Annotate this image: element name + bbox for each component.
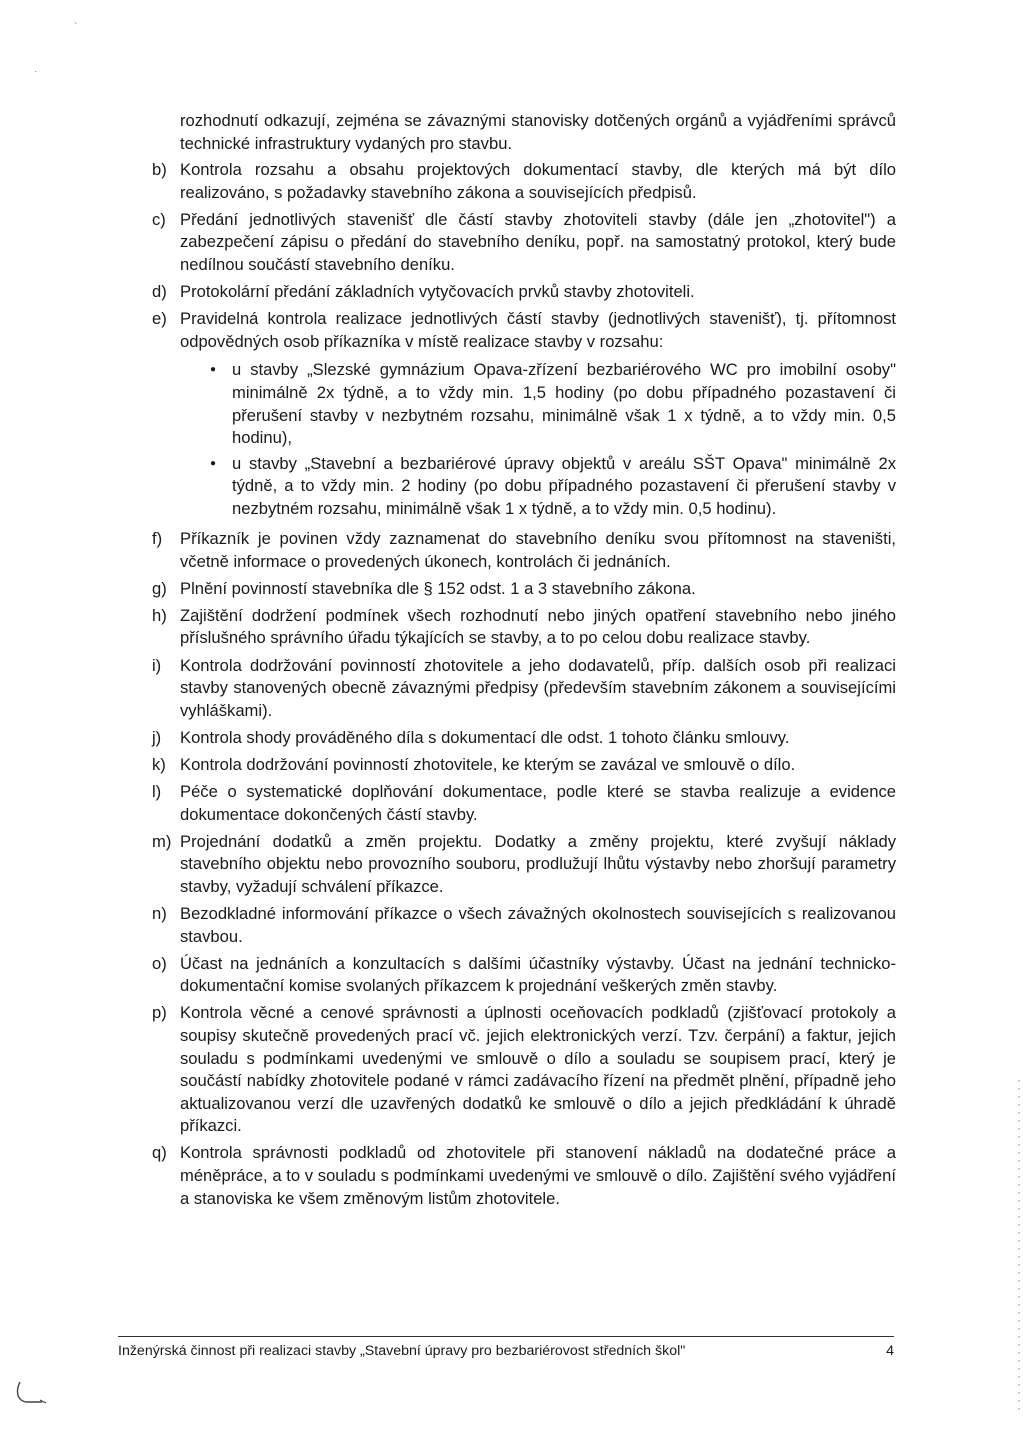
list-item-p [152,1002,896,1138]
page-footer [118,1336,894,1360]
bullet-list [180,359,896,520]
item-label: i) [152,655,162,675]
item-text: Kontrola dodržování povinností zhotovitele a jeho dodavatelů, příp. dalších osob při realizaci stavby stanovených obecně závaznými předpisy (především stavebním zákonem a souvisejícími vyhláškami). [180,655,896,720]
list-item-c [152,209,896,277]
list-item-d [152,281,896,304]
item-text: Předání jednotlivých stavenišť dle částí stavby zhotoviteli stavby (dále jen „zhotovitel") a zabezpečení zápisu o předání do stavebního deníku, popř. na samostatný protokol, který bude nedílnou součástí stavebního deníku. [180,209,896,275]
list-item-n [152,903,896,948]
bullet-icon: ● [210,364,217,376]
list-item-f [152,528,896,573]
item-text: Plnění povinností stavebníka dle § 152 odst. 1 a 3 stavebního zákona. [180,578,696,598]
item-text: Kontrola věcné a cenové správnosti a úplnosti oceňovacích podkladů (zjišťovací protokoly a soupisy skutečně provedených prací vč. jejich elektronických verzí. Tzv. čerpání) a faktur, jejich souladu s podmínkami uvedenými ve smlouvě o dílo a souladu se soupisem prací, který je součástí nabídky zhotovitele podané v rámci zadávacího řízení na předmět plnění, případně jeho aktualizovanou verzí dle uzavřených dodatků ke smlouvě o dílo a jejich předkládání k úhradě příkazci. [180,1003,896,1136]
bullet-item [180,453,896,521]
list-item-h [152,605,896,650]
bullet-text: u stavby „Slezské gymnázium Opava-zřízení bezbariérového WC pro imobilní osoby" minimálně 2x týdně, a to vždy min. 1,5 hodiny (po dobu případného pozastavení či přerušení stavby v nezbytném rozsahu, minimálně však 1 x týdně, a to vždy min. 0,5 hodinu), [232,360,896,448]
page-number: 4 [886,1343,894,1359]
item-label: o) [152,953,167,973]
list-item-g [152,578,896,601]
item-text: Bezodkladné informování příkazce o všech závažných okolnostech souvisejících s realizovanou stavbou. [180,904,896,946]
item-label: c) [152,209,166,229]
intro-paragraph: rozhodnutí odkazují, zejména se závaznými stanovisky dotčených orgánů a vyjádřeními správců technické infrastruktury vydaných pro stavbu. [180,111,896,153]
item-text: Zajištění dodržení podmínek všech rozhodnutí nebo jiných opatření stavebního nebo jiného příslušného správního úřadu týkajících se stavby, a to po celou dobu realizace stavby. [180,605,896,648]
item-label: b) [152,160,167,180]
item-label: p) [152,1003,167,1023]
item-text: Kontrola dodržování povinností zhotovitele, ke kterým se zavázal ve smlouvě o dílo. [180,754,796,774]
item-text: Projednání dodatků a změn projektu. Dodatky a změny projektu, které zvyšují náklady stavebního objektu nebo provozního souboru, prodlužují lhůtu výstavby nebo zhoršují parametry stavby, vyžadují schválení příkazce. [180,831,896,896]
item-body [180,308,896,523]
bullet-item [180,359,896,449]
item-label: d) [152,282,167,302]
item-label: e) [152,309,167,329]
item-label: n) [152,904,167,923]
item-text: Kontrola rozsahu a obsahu projektových dokumentací stavby, dle kterých má být dílo realizováno, s požadavky stavebního zákona a souvisejících předpisů. [180,160,896,202]
list-item-i [152,655,896,723]
list-item-q [152,1142,896,1210]
scan-edge-artifact [1016,1080,1022,1410]
item-label: j) [152,727,162,747]
item-label: f) [152,529,163,549]
document-body [152,110,896,1215]
item-text: Kontrola shody prováděného díla s dokumentací dle odst. 1 tohoto článku smlouvy. [180,727,790,747]
item-label: q) [152,1143,167,1163]
scan-speck: · [34,66,38,77]
list-item-b [152,159,896,204]
list-item-l [152,781,896,826]
list-item-o [152,953,896,998]
list-item-m [152,831,896,899]
list-item-j [152,727,896,750]
item-text: Pravidelná kontrola realizace jednotlivých částí stavby (jednotlivých stavenišť), tj. přítomnost odpovědných osob příkazníka v místě realizace stavby v rozsahu: [180,309,896,351]
item-label: h) [152,605,167,625]
bullet-text: u stavby „Stavební a bezbariérové úpravy objektů v areálu SŠT Opava" minimálně 2x týdně, a to vždy min. 2 hodiny (po dobu případného pozastavení či přerušení stavby v nezbytném rozsahu, minimálně však 1 x týdně, a to vždy min. 0,5 hodinu). [232,453,896,518]
list-item-e [152,308,896,523]
item-text: Péče o systematické doplňování dokumentace, podle které se stavba realizuje a evidence dokumentace dokončených částí stavby. [180,782,896,824]
item-text: Kontrola správnosti podkladů od zhotovitele při stanovení nákladů na dodatečné práce a méněpráce, a to v souladu s podmínkami uvedenými ve smlouvě o dílo. Zajištění svého vyjádření a stanoviska ke všem změnovým listům zhotovitele. [180,1143,896,1208]
item-text: Protokolární předání základních vytyčovacích prvků stavby zhotoviteli. [180,282,695,302]
item-text: Účast na jednáních a konzultacích s dalšími účastníky výstavby. Účast na jednání technicko-dokumentační komise svolaných příkazcem k projednání veškerých změn stavby. [180,953,896,996]
item-label: m) [152,831,172,851]
bullet-icon: ● [210,457,217,469]
footer-title: Inženýrská činnost při realizaci stavby „Stavební úpravy pro bezbariérovost středních škol" [118,1343,686,1359]
item-label: l) [152,782,162,802]
item-label: g) [152,578,167,598]
scan-artifact-mark [12,1376,50,1408]
scan-speck: ` [74,22,78,33]
item-text: Příkazník je povinen vždy zaznamenat do stavebního deníku svou přítomnost na staveništi, včetně informace o provedených úkonech, kontrolách či jednáních. [180,529,896,571]
list-item-k [152,754,896,777]
item-label: k) [152,754,166,774]
